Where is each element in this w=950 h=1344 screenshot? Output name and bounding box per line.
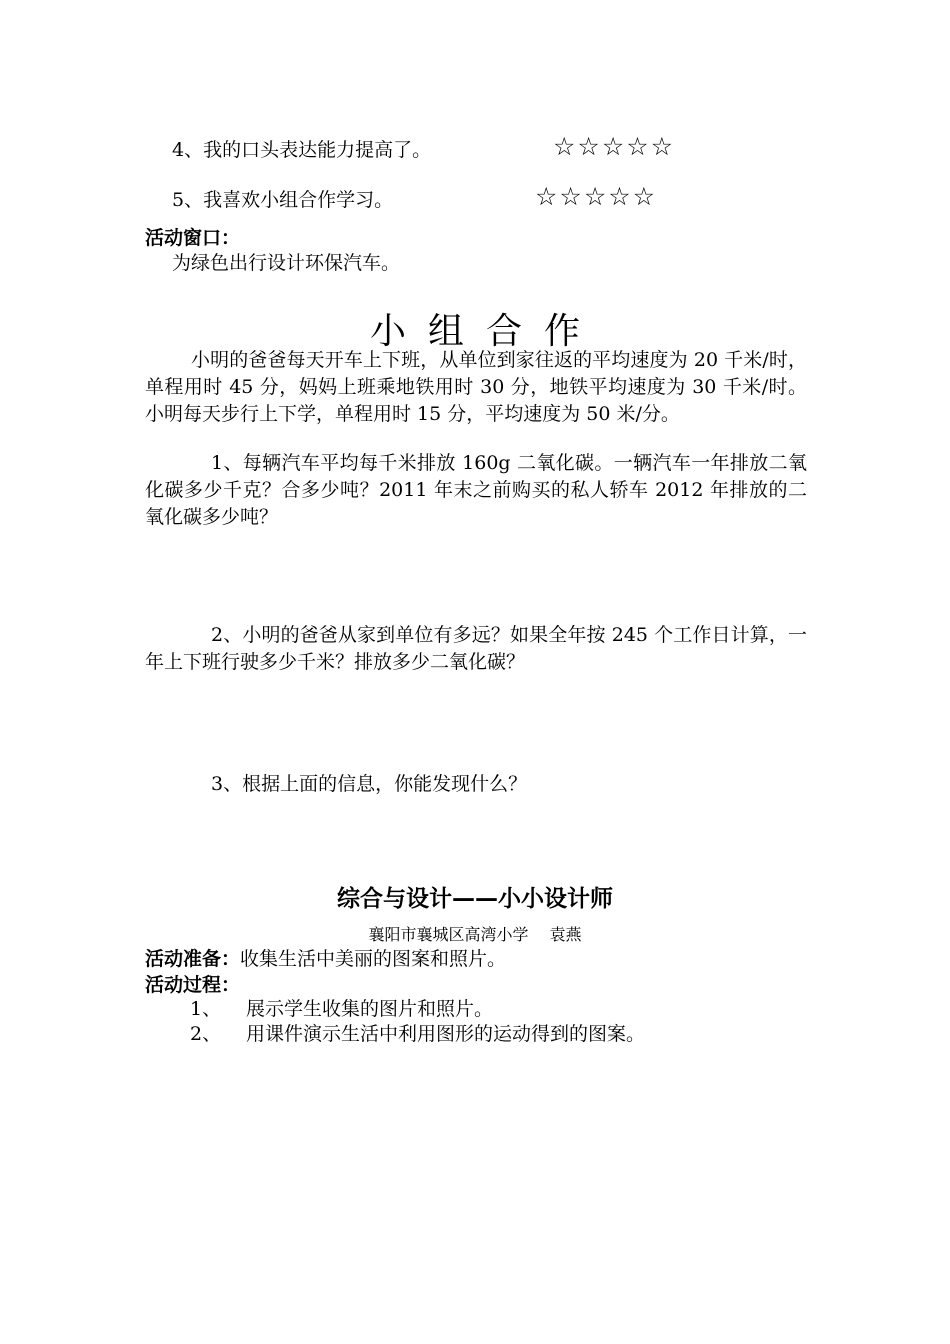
rating-item-4: 4、我的口头表达能力提高了。 <box>172 139 432 161</box>
activity-window-heading: 活动窗口： <box>145 227 241 249</box>
activity-window-text: 为绿色出行设计环保汽车。 <box>172 252 401 274</box>
group-work-title: 小组合作 <box>369 311 602 352</box>
step-1-text: 展示学生收集的图片和照片。 <box>246 998 494 1020</box>
rating-stars-4: ☆☆☆☆☆ <box>553 132 676 161</box>
question-1: 1、每辆汽车平均每千米排放 160g 二氧化碳。一辆汽车一年排放二氧化碳多少千克？合多少吨？2011 年末之前购买的私人轿车 2012 年排放的二氧化碳多少吨？ <box>145 452 807 528</box>
rating-item-5: 5、我喜欢小组合作学习。 <box>172 189 394 211</box>
lesson-author: 襄阳市襄城区高湾小学 袁燕 <box>368 925 582 944</box>
activity-prep <box>145 946 506 973</box>
step-2-number: 2、 <box>190 1023 222 1045</box>
question-2: 2、小明的爸爸从家到单位有多远？如果全年按 245 个工作日计算，一年上下班行驶多少千米？排放多少二氧化碳？ <box>145 624 807 673</box>
activity-prep-text: 收集生活中美丽的图案和照片。 <box>240 948 507 970</box>
group-work-intro: 小明的爸爸每天开车上下班，从单位到家往返的平均速度为 20 千米/时，单程用时 45 分，妈妈上班乘地铁用时 30 分，地铁平均速度为 30 千米/时。小明每天步行上下学，单程用时 15 分，平均速度为 50 米/分。 <box>145 349 807 425</box>
lesson-title: 综合与设计——小小设计师 <box>337 886 613 912</box>
activity-process-label: 活动过程： <box>145 974 241 996</box>
question-3: 3、根据上面的信息，你能发现什么？ <box>211 773 528 795</box>
step-1-number: 1、 <box>190 998 222 1020</box>
activity-prep-label: 活动准备： <box>145 948 241 970</box>
step-2-text: 用课件演示生活中利用图形的运动得到的图案。 <box>246 1023 646 1045</box>
rating-stars-5: ☆☆☆☆☆ <box>535 182 658 211</box>
